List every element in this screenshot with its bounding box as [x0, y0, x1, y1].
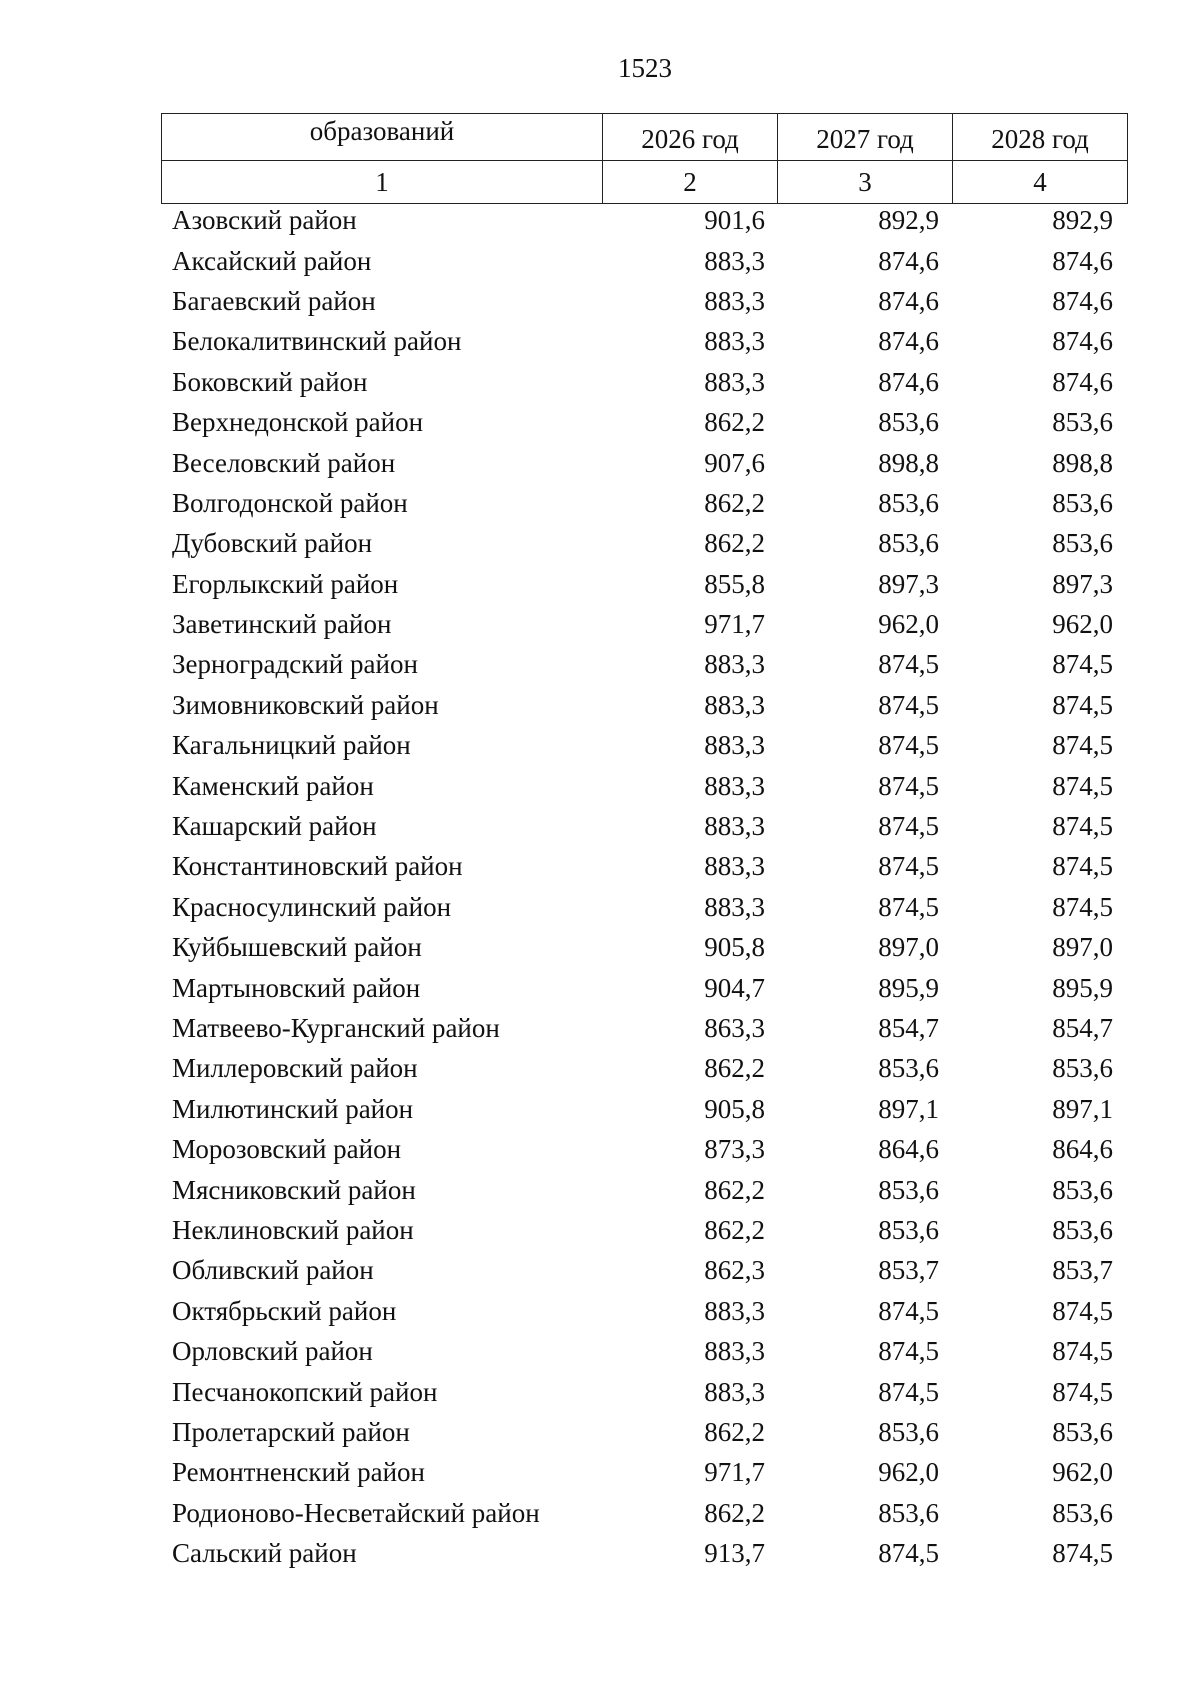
value-2028: 854,7: [1052, 1013, 1113, 1043]
value-2026: 883,3: [704, 1376, 765, 1407]
district-name: Боковский район: [172, 366, 368, 397]
table-row: [161, 523, 1124, 563]
value-2027: 874,6: [878, 285, 939, 316]
district-name: Дубовский район: [172, 528, 373, 559]
value-2026: 971,7: [704, 1457, 765, 1488]
value-2027: 854,7: [878, 1013, 939, 1043]
value-2028: 897,0: [1052, 932, 1113, 963]
value-2026: 862,2: [704, 1053, 765, 1084]
value-2027: 853,6: [878, 407, 939, 438]
value-2028: 853,6: [1052, 1174, 1113, 1205]
value-2026: 883,3: [704, 730, 765, 761]
data-table-body: [161, 200, 1124, 1573]
table-row: [161, 1452, 1124, 1492]
district-name: Зимовниковский район: [172, 689, 439, 720]
header-number-4: 4: [953, 161, 1128, 204]
value-2026: 883,3: [704, 891, 765, 922]
value-2027: 874,5: [878, 689, 939, 720]
value-2028: 853,7: [1052, 1255, 1113, 1286]
value-2027: 874,5: [878, 730, 939, 761]
header-number-3: 3: [778, 161, 953, 204]
value-2028: 962,0: [1052, 609, 1113, 640]
value-2026: 883,3: [704, 689, 765, 720]
value-2026: 904,7: [704, 972, 765, 1003]
table-row: [161, 1533, 1124, 1573]
district-name: Аксайский район: [172, 245, 372, 276]
value-2026: 913,7: [704, 1538, 765, 1569]
value-2027: 853,7: [878, 1255, 939, 1286]
value-2028: 892,9: [1052, 205, 1113, 236]
value-2026: 862,3: [704, 1255, 765, 1286]
value-2027: 874,5: [878, 811, 939, 842]
value-2027: 874,5: [878, 891, 939, 922]
value-2028: 874,5: [1052, 1538, 1113, 1569]
value-2027: 853,6: [878, 1053, 939, 1084]
value-2028: 853,6: [1052, 1214, 1113, 1245]
value-2028: 874,5: [1052, 811, 1113, 842]
table-row: [161, 1210, 1124, 1250]
value-2028: 874,5: [1052, 730, 1113, 761]
value-2028: 874,5: [1052, 1336, 1113, 1367]
value-2028: 864,6: [1052, 1134, 1113, 1165]
table-row: [161, 362, 1124, 402]
value-2028: 853,6: [1052, 1497, 1113, 1528]
table-row: [161, 1331, 1124, 1371]
district-name: Обливский район: [172, 1255, 374, 1286]
value-2028: 874,6: [1052, 326, 1113, 357]
value-2026: 883,3: [704, 245, 765, 276]
table-row: [161, 321, 1124, 361]
value-2028: 874,5: [1052, 1376, 1113, 1407]
value-2027: 853,6: [878, 528, 939, 559]
table-row: [161, 1048, 1124, 1088]
table-row: [161, 1129, 1124, 1169]
district-name: Сальский район: [172, 1538, 357, 1569]
value-2026: 883,3: [704, 811, 765, 842]
value-2027: 897,0: [878, 932, 939, 963]
district-name: Кашарский район: [172, 811, 377, 842]
table-row: [161, 1291, 1124, 1331]
value-2026: 905,8: [704, 1093, 765, 1124]
value-2026: 862,2: [704, 1214, 765, 1245]
value-2026: 883,3: [704, 366, 765, 397]
district-name: Миллеровский район: [172, 1053, 418, 1084]
value-2028: 874,5: [1052, 649, 1113, 680]
value-2026: 863,3: [704, 1013, 765, 1043]
district-name: Белокалитвинский район: [172, 326, 462, 357]
table-row: [161, 1089, 1124, 1129]
table-row: [161, 765, 1124, 805]
table-row: [161, 644, 1124, 684]
table-row: [161, 887, 1124, 927]
value-2027: 898,8: [878, 447, 939, 478]
district-name: Октябрьский район: [172, 1295, 397, 1326]
value-2026: 862,2: [704, 1497, 765, 1528]
district-name: Песчанокопский район: [172, 1376, 438, 1407]
value-2028: 874,6: [1052, 366, 1113, 397]
value-2027: 853,6: [878, 1416, 939, 1447]
data-table: [161, 200, 1124, 1573]
value-2028: 962,0: [1052, 1457, 1113, 1488]
value-2026: 855,8: [704, 568, 765, 599]
district-name: Каменский район: [172, 770, 374, 801]
value-2027: 874,6: [878, 326, 939, 357]
value-2026: 883,3: [704, 1295, 765, 1326]
table-row: [161, 240, 1124, 280]
value-2027: 874,5: [878, 1336, 939, 1367]
value-2027: 897,1: [878, 1093, 939, 1124]
district-name: Верхнедонской район: [172, 407, 424, 438]
value-2028: 874,6: [1052, 285, 1113, 316]
district-name: Неклиновский район: [172, 1214, 414, 1245]
value-2028: 874,5: [1052, 891, 1113, 922]
table-header: [161, 113, 1128, 204]
header-name: образований: [162, 114, 603, 161]
value-2027: 874,5: [878, 649, 939, 680]
value-2027: 962,0: [878, 609, 939, 640]
value-2028: 853,6: [1052, 407, 1113, 438]
value-2027: 962,0: [878, 1457, 939, 1488]
value-2027: 853,6: [878, 1174, 939, 1205]
district-name: Красносулинский район: [172, 891, 452, 922]
table-row: [161, 967, 1124, 1007]
district-name: Милютинский район: [172, 1093, 414, 1124]
district-name: Кагальницкий район: [172, 730, 411, 761]
table-row: [161, 806, 1124, 846]
value-2027: 874,5: [878, 770, 939, 801]
value-2026: 907,6: [704, 447, 765, 478]
table-row: [161, 1412, 1124, 1452]
value-2026: 883,3: [704, 1336, 765, 1367]
header-2028: 2028 год: [953, 114, 1128, 161]
district-name: Зерноградский район: [172, 649, 418, 680]
value-2027: 874,6: [878, 366, 939, 397]
value-2026: 883,3: [704, 285, 765, 316]
value-2026: 901,6: [704, 205, 765, 236]
value-2027: 895,9: [878, 972, 939, 1003]
value-2027: 874,5: [878, 851, 939, 882]
value-2028: 874,5: [1052, 851, 1113, 882]
table-row: [161, 1493, 1124, 1533]
table-row: [161, 281, 1124, 321]
page-number: 1523: [618, 53, 672, 83]
value-2028: 853,6: [1052, 1053, 1113, 1084]
value-2028: 895,9: [1052, 972, 1113, 1003]
value-2028: 874,5: [1052, 770, 1113, 801]
value-2026: 905,8: [704, 932, 765, 963]
value-2026: 862,2: [704, 528, 765, 559]
value-2028: 897,1: [1052, 1093, 1113, 1124]
district-name: Егорлыкский район: [172, 568, 399, 599]
value-2026: 862,2: [704, 407, 765, 438]
value-2026: 862,2: [704, 1416, 765, 1447]
table-row: [161, 1371, 1124, 1411]
value-2027: 874,5: [878, 1295, 939, 1326]
district-name: Морозовский район: [172, 1134, 402, 1165]
value-2028: 853,6: [1052, 487, 1113, 518]
table-row: [161, 1008, 1124, 1048]
value-2028: 897,3: [1052, 568, 1113, 599]
district-name: Мартыновский район: [172, 972, 421, 1003]
value-2028: 874,5: [1052, 1295, 1113, 1326]
value-2028: 874,6: [1052, 245, 1113, 276]
value-2027: 892,9: [878, 205, 939, 236]
district-name: Орловский район: [172, 1336, 373, 1367]
value-2028: 853,6: [1052, 528, 1113, 559]
value-2026: 971,7: [704, 609, 765, 640]
table-row: [161, 483, 1124, 523]
table-row: [161, 564, 1124, 604]
header-number-2: 2: [603, 161, 778, 204]
district-name: Константиновский район: [172, 851, 463, 882]
value-2027: 853,6: [878, 1497, 939, 1528]
header-2027: 2027 год: [778, 114, 953, 161]
table-row: [161, 927, 1124, 967]
value-2026: 873,3: [704, 1134, 765, 1165]
table-row: [161, 846, 1124, 886]
value-2028: 874,5: [1052, 689, 1113, 720]
value-2027: 874,6: [878, 245, 939, 276]
header-numbers-row: [162, 161, 1128, 204]
district-name: Мясниковский район: [172, 1174, 416, 1205]
value-2027: 853,6: [878, 1214, 939, 1245]
value-2026: 883,3: [704, 326, 765, 357]
value-2026: 883,3: [704, 770, 765, 801]
district-name: Веселовский район: [172, 447, 396, 478]
value-2028: 853,6: [1052, 1416, 1113, 1447]
table-row: [161, 685, 1124, 725]
value-2027: 874,5: [878, 1376, 939, 1407]
district-name: Ремонтненский район: [172, 1457, 425, 1488]
district-name: Матвеево-Курганский район: [172, 1013, 500, 1043]
value-2028: 898,8: [1052, 447, 1113, 478]
value-2027: 897,3: [878, 568, 939, 599]
district-name: Пролетарский район: [172, 1416, 410, 1447]
table-row: [161, 725, 1124, 765]
district-name: Родионово-Несветайский район: [172, 1497, 540, 1528]
district-name: Куйбышевский район: [172, 932, 422, 963]
value-2026: 862,2: [704, 487, 765, 518]
table-row: [161, 604, 1124, 644]
table-row: [161, 200, 1124, 240]
table-row: [161, 1169, 1124, 1209]
value-2026: 883,3: [704, 851, 765, 882]
table-row: [161, 442, 1124, 482]
value-2027: 874,5: [878, 1538, 939, 1569]
header-titles-row: [162, 114, 1128, 161]
value-2027: 853,6: [878, 487, 939, 518]
header-number-1: 1: [162, 161, 603, 204]
value-2026: 883,3: [704, 649, 765, 680]
value-2026: 862,2: [704, 1174, 765, 1205]
table-row: [161, 1250, 1124, 1290]
district-name: Волгодонской район: [172, 487, 408, 518]
district-name: Багаевский район: [172, 285, 376, 316]
value-2027: 864,6: [878, 1134, 939, 1165]
table-row: [161, 402, 1124, 442]
district-name: Заветинский район: [172, 609, 392, 640]
district-name: Азовский район: [172, 205, 357, 236]
header-2026: 2026 год: [603, 114, 778, 161]
